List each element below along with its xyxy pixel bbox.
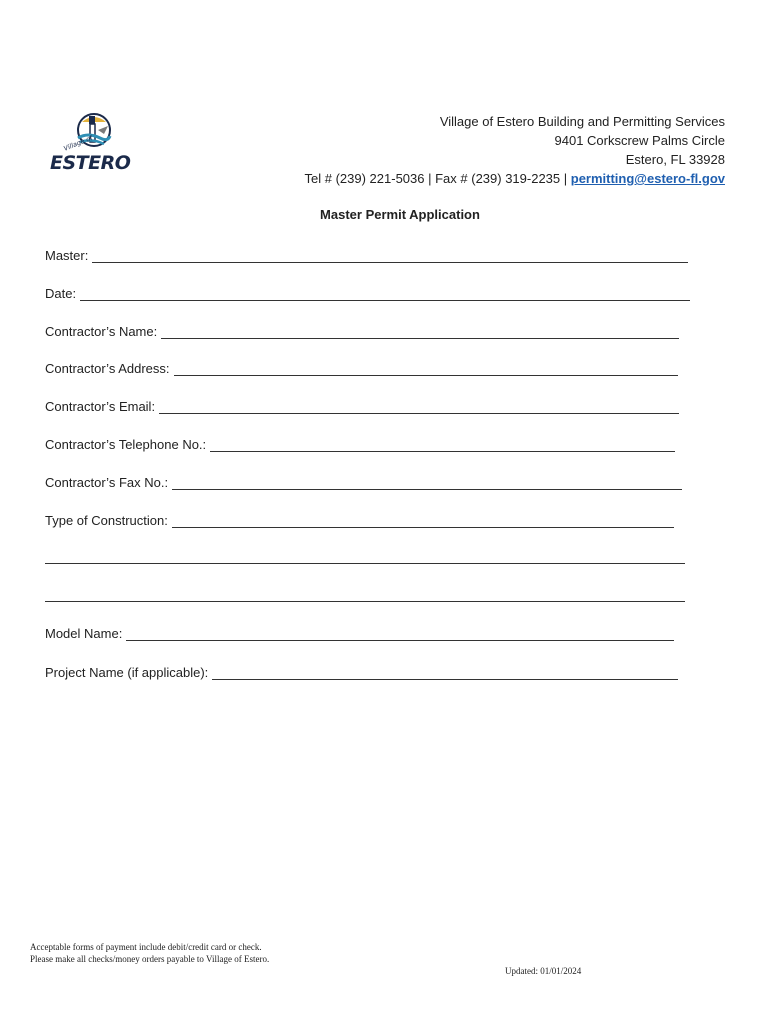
field-label: Contractor’s Address:	[45, 361, 170, 376]
contractor-telephone-input-line[interactable]	[210, 437, 675, 452]
separator: |	[560, 171, 571, 186]
field-contractor-address	[45, 357, 678, 377]
logo-estero-wordmark: ESTERO	[50, 152, 131, 174]
payment-line-2: Please make all checks/money orders payable to Village of Estero.	[30, 954, 270, 964]
field-contractor-fax	[45, 471, 682, 491]
master-input-line[interactable]	[92, 248, 688, 263]
telephone: Tel # (239) 221-5036	[304, 171, 425, 186]
model-name-input-line[interactable]	[126, 626, 674, 641]
type-of-construction-extra-line-1[interactable]	[45, 563, 685, 564]
contractor-email-input-line[interactable]	[159, 399, 679, 414]
address-block	[305, 112, 725, 188]
payment-line-1: Acceptable forms of payment include debit/credit card or check.	[30, 942, 262, 952]
field-label: Contractor’s Email:	[45, 399, 156, 414]
field-contractor-name	[45, 320, 679, 340]
contractor-name-input-line[interactable]	[161, 324, 679, 339]
payment-note	[30, 941, 269, 965]
field-date	[45, 282, 690, 302]
field-label: Type of Construction:	[45, 513, 168, 528]
field-label: Model Name:	[45, 626, 123, 641]
field-label: Contractor’s Fax No.:	[45, 475, 169, 490]
city-state-zip: Estero, FL 33928	[625, 152, 725, 167]
contractor-address-input-line[interactable]	[174, 361, 678, 376]
type-of-construction-input-line[interactable]	[172, 513, 674, 528]
field-contractor-email	[45, 395, 679, 415]
field-label: Contractor’s Telephone No.:	[45, 437, 207, 452]
field-label: Contractor’s Name:	[45, 324, 158, 339]
office-name: Village of Estero Building and Permitting Services	[439, 114, 725, 129]
email-link[interactable]: permitting@estero-fl.gov	[570, 171, 725, 186]
field-label: Date:	[45, 286, 77, 301]
field-type-of-construction	[45, 509, 674, 529]
field-label: Master:	[45, 248, 89, 263]
street-address: 9401 Corkscrew Palms Circle	[554, 133, 725, 148]
type-of-construction-extra-line-2[interactable]	[45, 601, 685, 602]
separator: |	[424, 171, 436, 186]
contractor-fax-input-line[interactable]	[172, 475, 682, 490]
field-model-name	[45, 622, 674, 642]
updated-date: Updated: 01/01/2024	[505, 966, 582, 976]
form-title: Master Permit Application	[320, 207, 480, 222]
project-name-input-line[interactable]	[212, 665, 678, 680]
date-input-line[interactable]	[80, 286, 690, 301]
field-master	[45, 244, 688, 264]
fax: Fax # (239) 319-2235	[435, 171, 561, 186]
contact-line	[305, 169, 725, 188]
field-label: Project Name (if applicable):	[45, 665, 209, 680]
field-contractor-telephone	[45, 433, 675, 453]
field-project-name	[45, 661, 678, 681]
logo-village-of-text: Village of	[62, 133, 94, 153]
